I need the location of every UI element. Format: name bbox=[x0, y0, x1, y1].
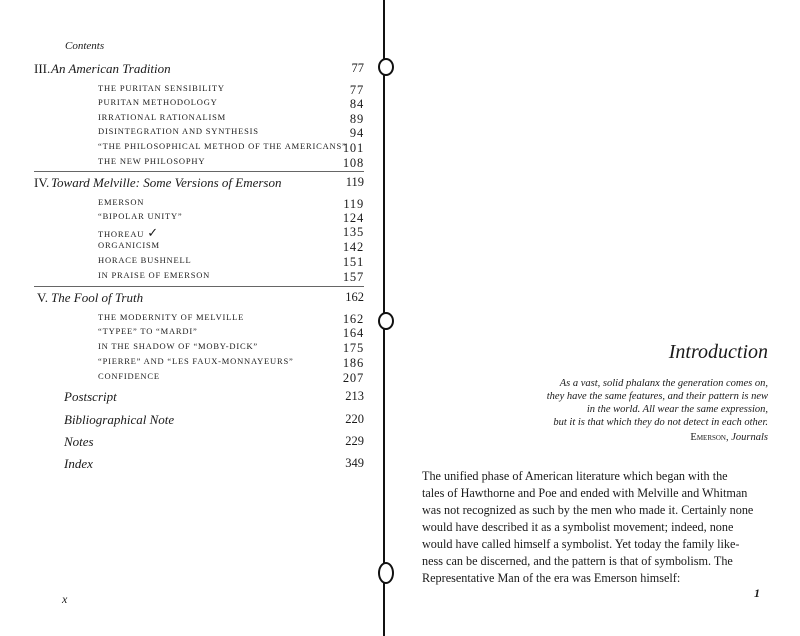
toc-entry: THE NEW PHILOSOPHY 108 bbox=[98, 156, 364, 170]
page-number: 119 bbox=[345, 175, 364, 189]
part-number: IV. bbox=[34, 175, 50, 190]
left-page bbox=[0, 0, 378, 636]
toc-entry: DISINTEGRATION AND SYNTHESIS 94 bbox=[98, 126, 364, 140]
epigraph-author: Emerson, bbox=[690, 432, 729, 443]
checkmark-icon: ✓ bbox=[147, 225, 159, 240]
body-line: would have described it as a symbolist movement; indeed, none bbox=[422, 520, 734, 534]
toc-entry: ORGANICISM 142 bbox=[98, 240, 364, 254]
toc-entry: IN THE SHADOW OF “MOBY-DICK” 175 bbox=[98, 341, 364, 355]
epigraph-line: As a vast, solid phalanx the generation comes on, bbox=[559, 378, 768, 389]
body-line: ness can be discerned, and the pattern is that of symbolism. The bbox=[422, 554, 733, 568]
toc-bibliographical-note: Bibliographical Note 220 bbox=[64, 412, 364, 427]
toc-index: Index 349 bbox=[64, 456, 364, 471]
toc-entry: HORACE BUSHNELL 151 bbox=[98, 255, 364, 269]
part-number: III. bbox=[34, 61, 51, 76]
body-line: tales of Hawthorne and Poe and ended with Melville and Whitman bbox=[422, 486, 748, 500]
running-head: Contents bbox=[65, 40, 105, 52]
toc-notes: Notes 229 bbox=[64, 434, 364, 449]
part-title: Toward Melville: Some Versions of Emerson bbox=[51, 175, 282, 190]
toc-entry: THOREAU ✓ 135 bbox=[98, 225, 364, 240]
toc-part-v bbox=[34, 290, 364, 306]
chapter-title: Introduction bbox=[668, 341, 768, 363]
divider bbox=[34, 286, 364, 287]
body-line: Representative Man of the era was Emerson himself: bbox=[422, 571, 681, 585]
part-title: An American Tradition bbox=[51, 61, 171, 76]
toc-entry: IN PRAISE OF EMERSON 157 bbox=[98, 270, 364, 284]
toc-entry: CONFIDENCE 207 bbox=[98, 371, 364, 385]
body-line: was not recognized as such by the men who made it. Certainly none bbox=[422, 503, 754, 517]
toc-entry: “TYPEE” TO “MARDI” 164 bbox=[98, 326, 364, 340]
toc-postscript: Postscript 213 bbox=[64, 389, 364, 404]
divider bbox=[34, 171, 364, 172]
part-title: The Fool of Truth bbox=[51, 290, 144, 305]
toc-part-iv bbox=[34, 175, 364, 191]
body-line: The unified phase of American literature which began with the bbox=[422, 469, 728, 483]
folio: 1 bbox=[754, 586, 760, 600]
page-number: 162 bbox=[345, 290, 364, 304]
toc-entry: “THE PHILOSOPHICAL METHOD OF THE AMERICANS” 101 bbox=[98, 141, 364, 155]
toc-entry: IRRATIONAL RATIONALISM 89 bbox=[98, 112, 364, 126]
part-number: V. bbox=[37, 290, 48, 305]
toc-entry: THE PURITAN SENSIBILITY 77 bbox=[98, 83, 364, 97]
epigraph-attribution bbox=[690, 432, 768, 443]
toc-entry: “BIPOLAR UNITY” 124 bbox=[98, 211, 364, 225]
toc-entry: PURITAN METHODOLOGY 84 bbox=[98, 97, 364, 111]
epigraph-line: but it is that which they do not detect in each other. bbox=[553, 417, 768, 428]
toc-entry: “PIERRE” AND “LES FAUX-MONNAYEURS” 186 bbox=[98, 356, 364, 370]
page-number: 77 bbox=[351, 61, 364, 75]
toc-entry: EMERSON 119 bbox=[98, 197, 364, 211]
folio: x bbox=[62, 592, 68, 606]
epigraph-line: they have the same features, and their pattern is new bbox=[546, 391, 768, 402]
epigraph-line: in the world. All wear the same expression, bbox=[586, 404, 768, 415]
book-gutter bbox=[380, 0, 388, 636]
epigraph-source: Journals bbox=[731, 432, 768, 443]
right-page bbox=[392, 0, 800, 636]
toc-entry: THE MODERNITY OF MELVILLE 162 bbox=[98, 312, 364, 326]
body-line: would have called himself a symbolist. Yet today the family like- bbox=[422, 537, 740, 551]
toc-part-iii bbox=[34, 61, 364, 77]
